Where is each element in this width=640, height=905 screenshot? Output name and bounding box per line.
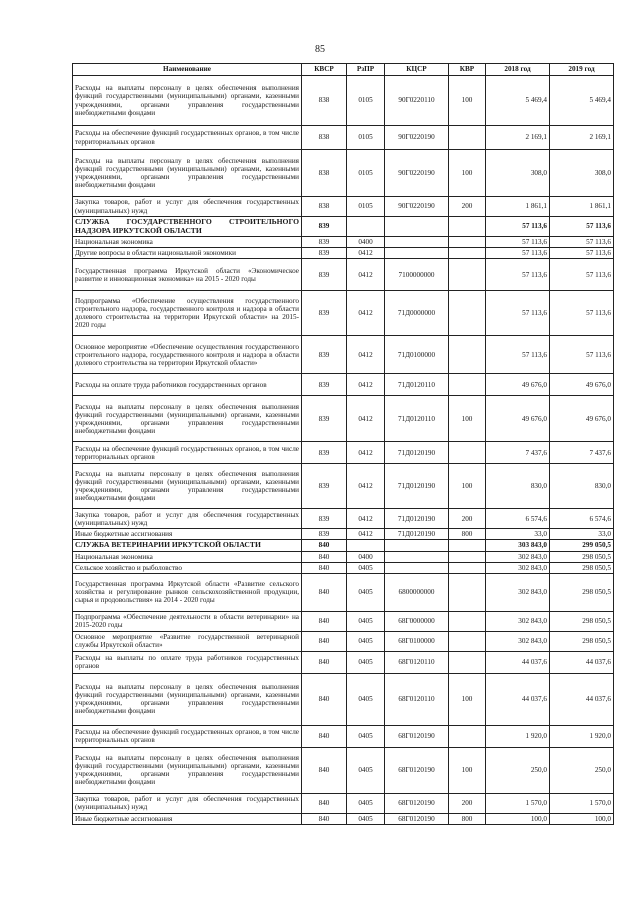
cell-2019: 298 050,5 — [550, 562, 614, 573]
cell-2019: 1 920,0 — [550, 725, 614, 747]
cell-name: Закупка товаров, работ и услуг для обеспечения государственных (муниципальных) нужд — [73, 793, 302, 813]
cell-rzpr: 0105 — [347, 76, 385, 126]
cell-kvr — [449, 562, 486, 573]
cell-kvr: 100 — [449, 150, 486, 197]
table-row — [73, 197, 614, 217]
cell-kvsr: 839 — [302, 442, 347, 464]
cell-kcsr — [385, 562, 449, 573]
table-row — [73, 673, 614, 725]
cell-kcsr: 71Д0120190 — [385, 442, 449, 464]
cell-kvsr: 838 — [302, 150, 347, 197]
table-row — [73, 259, 614, 291]
cell-name: Иные бюджетные ассигнования — [73, 529, 302, 540]
table-row — [73, 150, 614, 197]
cell-2019: 308,0 — [550, 150, 614, 197]
cell-kcsr: 68Г0120110 — [385, 673, 449, 725]
cell-2018: 44 037,6 — [486, 651, 550, 673]
cell-name: Расходы на оплате труда работников государственных органов — [73, 374, 302, 396]
cell-kcsr: 68Г0120190 — [385, 793, 449, 813]
cell-kvsr: 838 — [302, 126, 347, 150]
cell-rzpr: 0105 — [347, 126, 385, 150]
cell-2019: 44 037,6 — [550, 673, 614, 725]
table-row — [73, 551, 614, 562]
table-row — [73, 248, 614, 259]
cell-name: Расходы на обеспечение функций государственных органов, в том числе территориальных органов — [73, 725, 302, 747]
cell-name: Национальная экономика — [73, 237, 302, 248]
cell-2018: 6 574,6 — [486, 509, 550, 529]
cell-kvr: 100 — [449, 673, 486, 725]
cell-kcsr — [385, 248, 449, 259]
cell-rzpr: 0412 — [347, 529, 385, 540]
cell-2019: 298 050,5 — [550, 551, 614, 562]
cell-2019: 57 113,6 — [550, 259, 614, 291]
cell-2019: 33,0 — [550, 529, 614, 540]
cell-kcsr: 71Д0100000 — [385, 336, 449, 374]
cell-kcsr: 90Г0220190 — [385, 126, 449, 150]
cell-kvr — [449, 631, 486, 651]
cell-kcsr: 90Г0220110 — [385, 76, 449, 126]
cell-kvsr: 839 — [302, 529, 347, 540]
table-row — [73, 813, 614, 824]
cell-name: Государственная программа Иркутской области «Экономическое развитие и инновационная экономика» на 2015 - 2020 годы — [73, 259, 302, 291]
cell-kvr — [449, 237, 486, 248]
table-row — [73, 374, 614, 396]
header-kvr: КВР — [449, 64, 486, 76]
cell-kvsr: 839 — [302, 336, 347, 374]
cell-2018: 33,0 — [486, 529, 550, 540]
cell-name: Подпрограмма «Обеспечение деятельности в области ветеринарии» на 2015-2020 годы — [73, 611, 302, 631]
cell-kvr: 100 — [449, 396, 486, 442]
cell-kvr — [449, 551, 486, 562]
cell-2018: 49 676,0 — [486, 374, 550, 396]
cell-2018: 302 843,0 — [486, 611, 550, 631]
cell-kvr — [449, 573, 486, 611]
cell-2018: 302 843,0 — [486, 562, 550, 573]
table-row — [73, 631, 614, 651]
cell-rzpr: 0412 — [347, 336, 385, 374]
cell-2018: 302 843,0 — [486, 631, 550, 651]
cell-name: Закупка товаров, работ и услуг для обеспечения государственных (муниципальных) нужд — [73, 509, 302, 529]
cell-rzpr: 0412 — [347, 464, 385, 509]
cell-2018: 5 469,4 — [486, 76, 550, 126]
cell-2018: 44 037,6 — [486, 673, 550, 725]
budget-table — [72, 63, 614, 825]
cell-2018: 57 113,6 — [486, 259, 550, 291]
table-row — [73, 442, 614, 464]
cell-2018: 57 113,6 — [486, 237, 550, 248]
cell-2019: 5 469,4 — [550, 76, 614, 126]
cell-rzpr: 0405 — [347, 747, 385, 793]
cell-2019: 49 676,0 — [550, 374, 614, 396]
cell-rzpr: 0405 — [347, 631, 385, 651]
cell-kvr — [449, 126, 486, 150]
header-kcsr: КЦСР — [385, 64, 449, 76]
cell-name: СЛУЖБА ВЕТЕРИНАРИИ ИРКУТСКОЙ ОБЛАСТИ — [73, 540, 302, 552]
cell-kvr — [449, 540, 486, 552]
cell-kvsr: 839 — [302, 396, 347, 442]
header-2019: 2019 год — [550, 64, 614, 76]
cell-kcsr — [385, 540, 449, 552]
table-row — [73, 747, 614, 793]
cell-name: Расходы на выплаты по оплате труда работников государственных органов — [73, 651, 302, 673]
cell-rzpr: 0412 — [347, 248, 385, 259]
cell-name: Основное мероприятие «Обеспечение осуществления государственного строительного надзора, государственного контроля и надзора в области долевого строительства на территории Иркутской области» — [73, 336, 302, 374]
table-row — [73, 237, 614, 248]
cell-kvsr: 839 — [302, 464, 347, 509]
cell-2018: 1 861,1 — [486, 197, 550, 217]
cell-kcsr: 68Г0120110 — [385, 651, 449, 673]
cell-kcsr: 71Д0120190 — [385, 509, 449, 529]
table-row — [73, 291, 614, 336]
cell-kvsr: 840 — [302, 793, 347, 813]
cell-kvr: 200 — [449, 509, 486, 529]
cell-kcsr: 68Г0100000 — [385, 631, 449, 651]
cell-2019: 1 570,0 — [550, 793, 614, 813]
cell-kvr — [449, 336, 486, 374]
cell-rzpr: 0405 — [347, 793, 385, 813]
cell-kcsr: 68Г0120190 — [385, 813, 449, 824]
cell-name: Расходы на обеспечение функций государственных органов, в том числе территориальных органов — [73, 126, 302, 150]
cell-name: Расходы на выплаты персоналу в целях обеспечения выполнения функций государственными (муниципальными) органами, казенными учреждениями, органами управления государственными внебюджетными фондами — [73, 150, 302, 197]
cell-kvr: 100 — [449, 464, 486, 509]
cell-rzpr: 0405 — [347, 611, 385, 631]
cell-kvr: 800 — [449, 813, 486, 824]
cell-rzpr: 0405 — [347, 651, 385, 673]
cell-kcsr — [385, 237, 449, 248]
cell-kcsr: 71Д0120190 — [385, 529, 449, 540]
cell-kvsr: 839 — [302, 237, 347, 248]
cell-kvr — [449, 725, 486, 747]
cell-2018: 1 570,0 — [486, 793, 550, 813]
cell-2019: 6 574,6 — [550, 509, 614, 529]
cell-name: Иные бюджетные ассигнования — [73, 813, 302, 824]
cell-kvsr: 840 — [302, 611, 347, 631]
cell-name: Расходы на выплаты персоналу в целях обеспечения выполнения функций государственными (муниципальными) органами, казенными учреждениями, органами управления государственными внебюджетными фондами — [73, 396, 302, 442]
page-number: 85 — [315, 44, 325, 55]
table-row — [73, 725, 614, 747]
cell-kvr: 100 — [449, 747, 486, 793]
cell-2019: 100,0 — [550, 813, 614, 824]
cell-kcsr: 71Д0120110 — [385, 374, 449, 396]
cell-2019: 250,0 — [550, 747, 614, 793]
cell-rzpr — [347, 217, 385, 237]
cell-2019: 57 113,6 — [550, 291, 614, 336]
cell-kvr: 100 — [449, 76, 486, 126]
cell-kvr: 200 — [449, 793, 486, 813]
cell-rzpr: 0405 — [347, 725, 385, 747]
table-row — [73, 573, 614, 611]
cell-2019: 2 169,1 — [550, 126, 614, 150]
cell-rzpr: 0412 — [347, 396, 385, 442]
cell-rzpr: 0400 — [347, 551, 385, 562]
table-row — [73, 217, 614, 237]
cell-kcsr: 7100000000 — [385, 259, 449, 291]
table-row — [73, 464, 614, 509]
header-kvsr: КВСР — [302, 64, 347, 76]
table-row — [73, 529, 614, 540]
cell-2018: 57 113,6 — [486, 248, 550, 259]
cell-kvsr: 839 — [302, 509, 347, 529]
cell-kvr — [449, 291, 486, 336]
cell-2019: 830,0 — [550, 464, 614, 509]
cell-kcsr: 6800000000 — [385, 573, 449, 611]
cell-kvr: 800 — [449, 529, 486, 540]
cell-kvsr: 839 — [302, 374, 347, 396]
table-row — [73, 793, 614, 813]
table-header-row — [73, 64, 614, 76]
cell-name: Расходы на выплаты персоналу в целях обеспечения выполнения функций государственными (муниципальными) органами, казенными учреждениями, органами управления государственными внебюджетными фондами — [73, 747, 302, 793]
cell-kvsr: 840 — [302, 651, 347, 673]
header-name: Наименование — [73, 64, 302, 76]
cell-2018: 308,0 — [486, 150, 550, 197]
cell-kvsr: 839 — [302, 217, 347, 237]
table-row — [73, 562, 614, 573]
cell-rzpr: 0105 — [347, 197, 385, 217]
cell-kcsr: 71Д0120190 — [385, 464, 449, 509]
cell-name: Сельское хозяйство и рыболовство — [73, 562, 302, 573]
table-row — [73, 336, 614, 374]
cell-kcsr: 90Г0220190 — [385, 197, 449, 217]
cell-rzpr: 0405 — [347, 562, 385, 573]
cell-kcsr — [385, 551, 449, 562]
cell-2018: 250,0 — [486, 747, 550, 793]
cell-kvr — [449, 651, 486, 673]
cell-2019: 7 437,6 — [550, 442, 614, 464]
cell-kcsr: 68Г0000000 — [385, 611, 449, 631]
cell-kvr — [449, 442, 486, 464]
cell-rzpr: 0412 — [347, 442, 385, 464]
cell-rzpr: 0405 — [347, 813, 385, 824]
cell-2019: 44 037,6 — [550, 651, 614, 673]
cell-name: Национальная экономика — [73, 551, 302, 562]
cell-2018: 1 920,0 — [486, 725, 550, 747]
cell-2019: 1 861,1 — [550, 197, 614, 217]
cell-2019: 299 050,5 — [550, 540, 614, 552]
cell-kvr: 200 — [449, 197, 486, 217]
cell-kvr — [449, 374, 486, 396]
cell-2019: 298 050,5 — [550, 573, 614, 611]
table-row — [73, 126, 614, 150]
cell-name: Расходы на обеспечение функций государственных органов, в том числе территориальных органов — [73, 442, 302, 464]
cell-2018: 302 843,0 — [486, 551, 550, 562]
cell-rzpr: 0405 — [347, 573, 385, 611]
cell-rzpr: 0412 — [347, 374, 385, 396]
cell-kvsr: 840 — [302, 551, 347, 562]
cell-kcsr: 68Г0120190 — [385, 725, 449, 747]
cell-kcsr — [385, 217, 449, 237]
cell-kcsr: 71Д0000000 — [385, 291, 449, 336]
cell-2018: 302 843,0 — [486, 573, 550, 611]
cell-rzpr — [347, 540, 385, 552]
cell-name: Закупка товаров, работ и услуг для обеспечения государственных (муниципальных) нужд — [73, 197, 302, 217]
cell-kvr — [449, 217, 486, 237]
cell-kvsr: 840 — [302, 813, 347, 824]
cell-2018: 57 113,6 — [486, 217, 550, 237]
cell-rzpr: 0405 — [347, 673, 385, 725]
cell-2019: 57 113,6 — [550, 248, 614, 259]
cell-2019: 57 113,6 — [550, 217, 614, 237]
cell-name: Расходы на выплаты персоналу в целях обеспечения выполнения функций государственными (муниципальными) органами, казенными учреждениями, органами управления государственными внебюджетными фондами — [73, 76, 302, 126]
cell-name: Основное мероприятие «Развитие государственной ветеринарной службы Иркутской области» — [73, 631, 302, 651]
cell-name: Другие вопросы в области национальной экономики — [73, 248, 302, 259]
cell-2019: 298 050,5 — [550, 611, 614, 631]
cell-kcsr: 68Г0120190 — [385, 747, 449, 793]
cell-name: СЛУЖБА ГОСУДАРСТВЕННОГО СТРОИТЕЛЬНОГО НАДЗОРА ИРКУТСКОЙ ОБЛАСТИ — [73, 217, 302, 237]
cell-2019: 49 676,0 — [550, 396, 614, 442]
cell-kvsr: 840 — [302, 747, 347, 793]
cell-2019: 57 113,6 — [550, 237, 614, 248]
cell-kvsr: 840 — [302, 725, 347, 747]
table-row — [73, 651, 614, 673]
table-row — [73, 611, 614, 631]
cell-2018: 303 843,0 — [486, 540, 550, 552]
table-row — [73, 76, 614, 126]
header-2018: 2018 год — [486, 64, 550, 76]
header-rzpr: РзПР — [347, 64, 385, 76]
cell-kvsr: 840 — [302, 573, 347, 611]
cell-kvsr: 838 — [302, 76, 347, 126]
cell-rzpr: 0400 — [347, 237, 385, 248]
cell-kvr — [449, 611, 486, 631]
cell-kcsr: 71Д0120110 — [385, 396, 449, 442]
cell-rzpr: 0412 — [347, 509, 385, 529]
cell-kvr — [449, 259, 486, 291]
cell-name: Подпрограмма «Обеспечение осуществления государственного строительного надзора, государственного контроля и надзора в области долевого строительства на территории Иркутской области» на 2015-2020 годы — [73, 291, 302, 336]
cell-kvsr: 840 — [302, 562, 347, 573]
cell-kvsr: 840 — [302, 631, 347, 651]
table-row — [73, 396, 614, 442]
cell-2018: 57 113,6 — [486, 291, 550, 336]
cell-kvsr: 840 — [302, 673, 347, 725]
cell-kvsr: 839 — [302, 259, 347, 291]
cell-2018: 830,0 — [486, 464, 550, 509]
cell-name: Расходы на выплаты персоналу в целях обеспечения выполнения функций государственными (муниципальными) органами, казенными учреждениями, органами управления государственными внебюджетными фондами — [73, 464, 302, 509]
cell-2018: 100,0 — [486, 813, 550, 824]
cell-2019: 298 050,5 — [550, 631, 614, 651]
cell-2018: 57 113,6 — [486, 336, 550, 374]
cell-kvsr: 839 — [302, 291, 347, 336]
cell-kvsr: 840 — [302, 540, 347, 552]
cell-name: Расходы на выплаты персоналу в целях обеспечения выполнения функций государственными (муниципальными) органами, казенными учреждениями, органами управления государственными внебюджетными фондами — [73, 673, 302, 725]
cell-kvsr: 839 — [302, 248, 347, 259]
cell-2018: 49 676,0 — [486, 396, 550, 442]
cell-name: Государственная программа Иркутской области «Развитие сельского хозяйства и регулирование рынков сельскохозяйственной продукции, сырья и продовольствия» на 2014 - 2020 годы — [73, 573, 302, 611]
cell-rzpr: 0412 — [347, 259, 385, 291]
cell-kvsr: 838 — [302, 197, 347, 217]
cell-kcsr: 90Г0220190 — [385, 150, 449, 197]
cell-2019: 57 113,6 — [550, 336, 614, 374]
cell-kvr — [449, 248, 486, 259]
cell-2018: 2 169,1 — [486, 126, 550, 150]
table-row — [73, 540, 614, 552]
cell-rzpr: 0105 — [347, 150, 385, 197]
table-row — [73, 509, 614, 529]
cell-2018: 7 437,6 — [486, 442, 550, 464]
cell-rzpr: 0412 — [347, 291, 385, 336]
